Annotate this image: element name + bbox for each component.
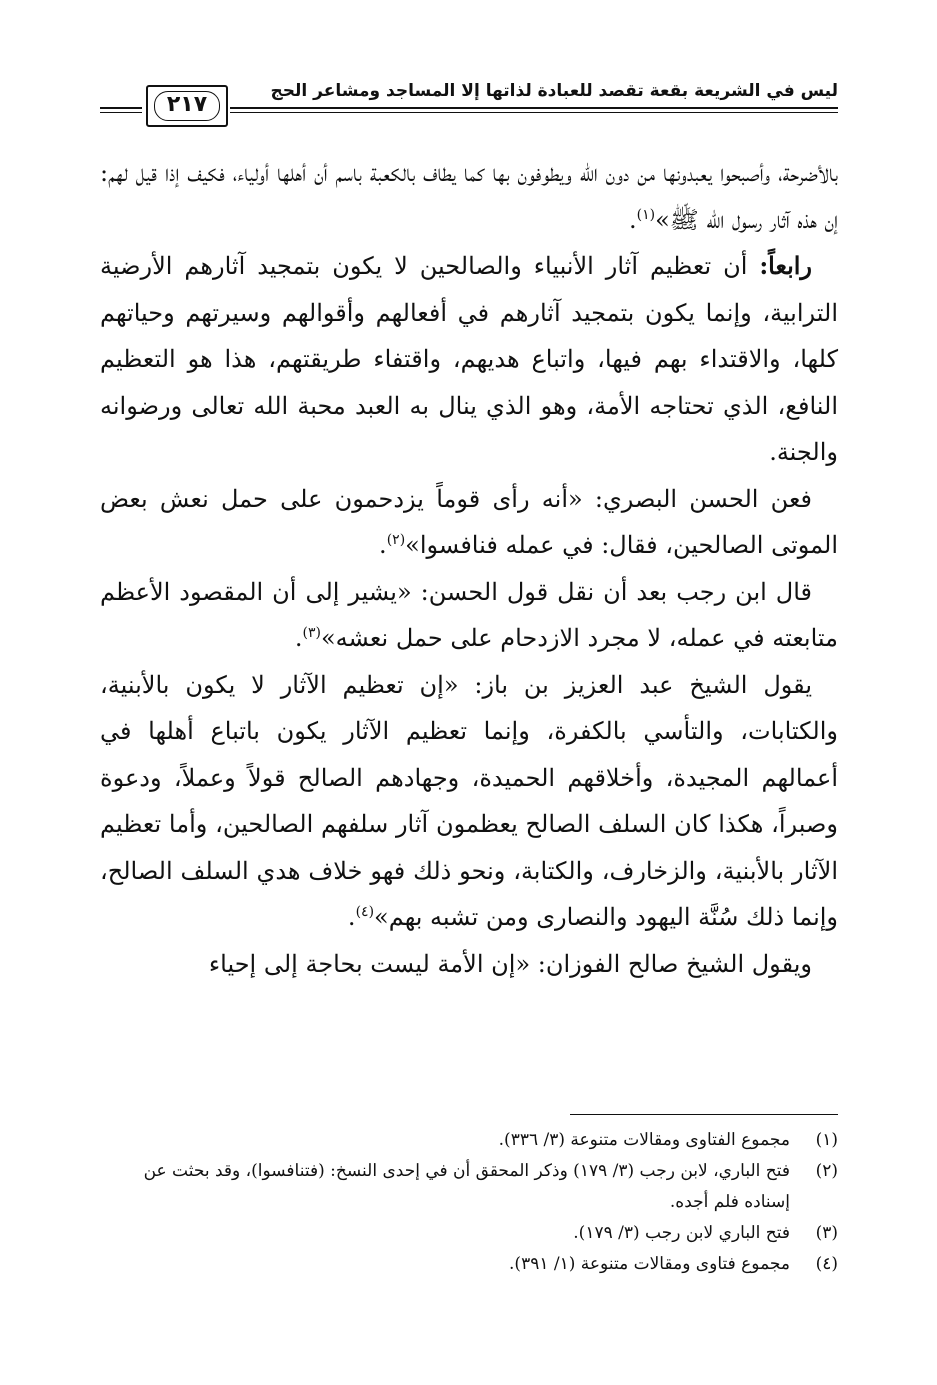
paragraph-6 — [100, 941, 838, 988]
paragraph-1-end: . — [628, 205, 637, 234]
footnote-text: فتح الباري، لابن رجب (٣/ ١٧٩) وذكر المحقق أن في إحدى النسخ: (فتنافسوا)، وقد بحثت عن إسناده فلم أجده. — [143, 1161, 790, 1212]
paragraph-5 — [100, 662, 838, 941]
footnote-number: (٢) — [815, 1161, 838, 1181]
footnote-number: (١) — [815, 1130, 838, 1150]
footnote-3 — [100, 1218, 838, 1249]
footnote-text: فتح الباري لابن رجب (٣/ ١٧٩). — [573, 1223, 790, 1243]
paragraph-1-text: بالأضرحة، وأصبحوا يعبدونها من دون الله ويطوفون بها كما يطاف بالكعبة باسم أن أهلها أولياء، فكيف إذا قيل لهم: إن هذه آثار رسول الله ﷺ» — [100, 159, 838, 234]
paragraph-2 — [100, 243, 838, 476]
footnote-ref-4: (٤) — [355, 904, 375, 920]
footnote-ref-1: (١) — [636, 206, 656, 223]
footnote-text: مجموع فتاوى ومقالات متنوعة (١/ ٣٩١). — [509, 1254, 790, 1274]
paragraph-5-end: . — [347, 903, 356, 931]
footnotes — [100, 1125, 838, 1280]
footnote-number: (٤) — [815, 1254, 838, 1274]
paragraph-3-end: . — [379, 531, 387, 559]
footnote-separator — [570, 1114, 838, 1115]
footnote-1 — [100, 1125, 838, 1156]
header-rule-left — [100, 107, 142, 113]
paragraph-3-text: فعن الحسن البصري: «أنه رأى قوماً يزدحمون على حمل نعش بعض الموتى الصالحين، فقال: في عمله فنافسوا» — [100, 484, 838, 559]
footnote-2 — [100, 1156, 838, 1218]
main-text — [100, 150, 838, 987]
paragraph-5-text: يقول الشيخ عبد العزيز بن باز: «إن تعظيم الآثار لا يكون بالأبنية، والكتابات، والتأسي بالكفرة، وإنما تعظيم الآثار يكون باتباع أهلها في أعمالهم المجيدة، وأخلاقهم الحميدة، وجهادهم الصالح قولاً وعملاً، ودعوة وصبراً، هكذا كان السلف الصالح يعظمون آثار سلفهم الصالحين، وأما تعظيم الآثار بالأبنية، والزخارف، والكتابة، ونحو ذلك فهو خلاف هدي السلف الصالح، وإنما ذلك سُنَّة اليهود والنصارى ومن تشبه بهم» — [100, 670, 838, 931]
paragraph-4-end: . — [294, 624, 303, 652]
page-number: ٢١٧ — [166, 92, 208, 117]
footnote-4 — [100, 1249, 838, 1280]
paragraph-4-text: قال ابن رجب بعد أن نقل قول الحسن: «يشير إلى أن المقصود الأعظم متابعته في عمله، لا مجرد الازدحام على حمل نعشه» — [100, 577, 838, 652]
paragraph-4 — [100, 569, 838, 662]
header-rule — [230, 107, 838, 113]
page-header — [100, 75, 838, 139]
running-title: ليس في الشريعة بقعة تقصد للعبادة لذاتها إلا المساجد ومشاعر الحج — [270, 81, 838, 101]
footnote-ref-3: (٣) — [302, 625, 321, 641]
paragraph-2-lead: رابعاً: — [759, 251, 812, 280]
paragraph-6-text: ويقول الشيخ صالح الفوزان: «إن الأمة ليست بحاجة إلى إحياء — [208, 949, 812, 978]
page-number-frame — [146, 85, 228, 127]
paragraph-3 — [100, 476, 838, 569]
paragraph-2-text: أن تعظيم آثار الأنبياء والصالحين لا يكون بتمجيد آثارهم الأرضية الترابية، وإنما يكون بتمجيد آثارهم في أفعالهم وأقوالهم وسيرتهم وحياتهم كلها، والاقتداء بهم فيها، واتباع هديهم، واقتفاء طريقتهم، هذا هو التعظيم النافع، الذي تحتاجه الأمة، وهو الذي ينال به العبد محبة الله تعالى ورضوانه والجنة. — [100, 252, 838, 466]
footnote-number: (٣) — [815, 1223, 838, 1243]
footnote-ref-2: (٢) — [386, 532, 406, 548]
footnote-text: مجموع الفتاوى ومقالات متنوعة (٣/ ٣٣٦). — [498, 1130, 790, 1150]
paragraph-1 — [100, 150, 838, 243]
